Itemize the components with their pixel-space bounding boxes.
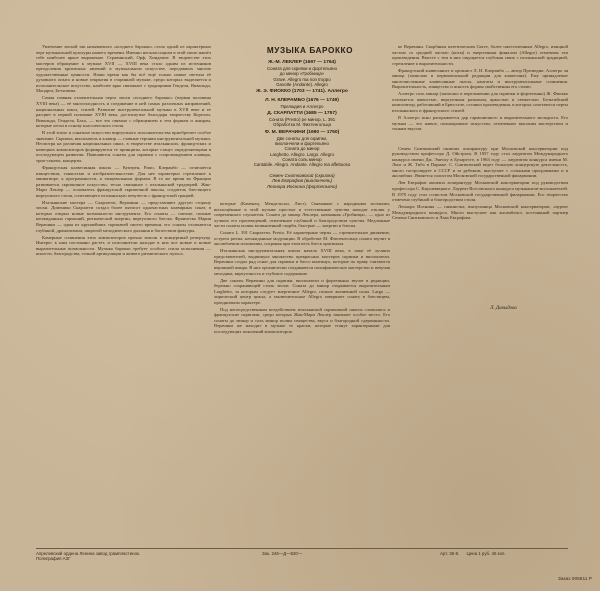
work-line: Grave. Allegro ma non troppo (273, 76, 331, 82)
paragraph: Увлечение эпохой так называемого «позднего барокко» стало одной из характерных черт музыкальной культуры нашего времени. Именно неоклассицизм в этой эпохе нашёл себе наиболее яркое выражение. Стравинский, Орф, Хиндемит. В творчестве этих мастеров обращение к музыке XVII — XVIII века стало одним из источников преодоления кризисных явлений в музыкальном искусстве, передавших многие художественные ценности. Наши время как бы всё ещё только новые светила её духовного опыта и новые открытия в старинной музыке, среди которых выделяется и исполнительское искусство, наиболее ярко связанное с традициями Генделя, Вивальди, Моцарта, Бетховена. (36, 44, 211, 94)
paragraph: Самая главная отличительная черта эпохи «позднего барокко» (первая половина XVIII века) — её многоплодность и соединение в ней самых различных направлений, национальных школ, стилей. Развитие инструментальной музыки в XVII веке и ее расцвет в первой половине XVIII века, достигнутые благодаря творчеству Корелли, Вивальди, Генделя, Баха, — все это связано с обращением к тем формам и жанрам, которые легли в основу классического стиля. (36, 95, 211, 129)
liner-notes-right-column (392, 44, 568, 524)
paragraph: Итальянская инструментальная школа начала XVIII века, в лице её лучших представителей, выдвинула множество прекрасных мастеров скрипки и виолончели. Верачини создал ряд сонат для скрипки и бассо континуо, которые по праву считаются вершиной жанра. В них органически соединяются полифоническое мастерство и певучая мелодика, виртуозность и глубокое содержание. (214, 248, 390, 276)
order-number: Заказ 005611 Р (557, 577, 592, 582)
paragraph: Соната L. 391 Скарлатти. Presto. Её характерные черты — стремительное движение, острота ритма, неожиданные модуляции. В обработке М. Фихтенгольца соната звучит в ансамблевом изложении, сохраняя при этом весь блеск оригинала. (214, 230, 390, 247)
footer-order-code: Зак. 246—Д—820— (262, 551, 303, 556)
footer-manufacturer (36, 551, 211, 562)
work-line: Соната до минор (284, 146, 320, 152)
liner-notes-left-column (36, 44, 211, 574)
paragraph: В этой эпохе и сонатное искусство виртуозного исполнительства приобретает особое значение. Скрипка, виолончель и клавир — главные героями инструментальной музыки. Несмотря на различия национальных школ, в творчестве итальянских, французских и немецких композиторов формируются те принципы, которые станут определяющими в последующем развитии. Появляются сонаты для скрипки с сопровождением клавира, трио-сонаты, концерты. (36, 130, 211, 163)
program-item (214, 111, 390, 128)
composer-name: Ф. М. ВЕРАЧИНИ (1690 — 1750) (264, 129, 340, 135)
paragraph: Под непосредственным воздействием итальянской скрипичной школы сложились и французские скрипачи, среди которых Жан-Мари Леклер занимает особое место. Его сонаты до минор и соль минор полны изящества, вкуса и благородной сдержанности. Верачини же находит в музыке те краски, которые станут характерными для последующих поколений композиторов. (214, 306, 390, 335)
footer-divider (36, 548, 568, 549)
paragraph: Камерные сочинения этих композиторов прочно вошли в концертный репертуар. Интерес к ним постоянно растет, и исполнители находят в них все новые и новые выразительные возможности. Музыка барокко требует особого стиля исполнения — ясности, благородства, точной артикуляции и живого ритмического пульса. (36, 234, 211, 257)
paragraph: Две сонаты Верачини для скрипки, виолончели и фортепьяно звучат в редакции, бережно сохраняющей стиль эпохи. Соната до минор открывается выразительным Larghetto, за которым следует энергичное Allegro, полное жизненной силы. Largo — лирический центр цикла, а заключительное Allegro завершает сонату в блестящем, праздничном характере. (214, 277, 390, 305)
work-line: Две сонаты для скрипки, (276, 135, 328, 141)
composer-name: Ж.-М. ЛЕКЛЕР (1697 — 1764) (268, 60, 336, 65)
composer-name: Л. Н. КЛЕРАМБО (1676 — 1749) (265, 97, 339, 103)
paragraph: Аллегро соль минор (записано в переложении для скрипки и фортепьяно) Ж. Фиокко отличается живостью, виртуозным размахом, яркостью и свежестью. Бельгийский композитор, работавший в Брюсселе, оставил произведения, в которых сочетаются черты итальянского и французского стилей. (392, 91, 568, 114)
performer-bio: Лев Евграфов окончил аспирантуру Московской консерватории под руководством профессора С. Кнушевицкого. Лауреат Всесоюзного конкурса музыкантов-исполнителей. В 1970 году стал солистом Московской государственной филармонии. Его творчество отмечено глубиной и благородством стиля. (392, 180, 568, 203)
program-item (214, 98, 390, 109)
work-line: Обработка М. Фихтенгольца (273, 122, 331, 128)
paragraph: которые (Каменец, Мендельсон, Лист). Связанные с народными истоками, воплощённые в этой музыке простые и естественные чувства находят отклик у современного слушателя. Соната до минор Леклера, названная «Гробница», — одно из лучших его произведений, отмеченное глубиной и благородством чувства. Медленные части сонаты полны возвышенной скорби, быстрые — энергии и блеска. (214, 201, 390, 229)
footer-article: Арт. 36-8. (440, 551, 460, 556)
footer-cost: Цена 1 руб. 45 коп. (466, 551, 506, 556)
work-line: Gavotte (Andante). Allegro (276, 81, 328, 87)
work-line: Соната (Presto) ре минор, L. 391 (268, 117, 336, 123)
composer-name: Д. СКАРЛАТТИ (1685 — 1757) (267, 111, 337, 117)
work-line: виолончели и фортепьяно (275, 141, 329, 147)
paragraph: Французский клавесинист и органист Л. Н. Клерамбо — автор Прелюдии. Аллегро ля минор (записано в первоначальной редакции для клавесина). Ему принадлежат многочисленные клавесинные пьесы, кантаты и инструментальные сочинения. Выразительность, изящество и ясность формы свойственны его стилю. (392, 67, 568, 90)
work-line: Прелюдия и Аллегро (280, 103, 324, 109)
performer: Леонора Иоснина (фортепьяно) (266, 183, 338, 189)
work-line: Cantabile. Allegro. Andante. Allegro ma affettuoso (253, 162, 351, 168)
album-title: МУЗЫКА БАРОККО (266, 46, 354, 55)
program-item (214, 130, 390, 168)
performer: Лев Евграфов (виолончель) (271, 178, 333, 184)
paragraph: Итальянские мастера — Скарлатти, Верачини — представляют другую сторону эпохи. Доменико Скарлатти создал более пятисот одночастных клавирных сонат, в которых открыл новые возможности инструмента. Его сонаты — смелые, полные неожиданных гармоний, ритмической энергии, виртуозного блеска. Франческо Мария Верачини — один из крупнейших скрипачей своего времени, его сонаты отличаются глубиной, драматизмом, широтой мелодического дыхания и богатством фактуры. (36, 199, 211, 233)
work-line: до минор «Гробница» (279, 71, 325, 77)
performer-bio: Семен Снитковский окончил аспирантуру при Московской консерватории под руководством профессора Д. Ойстраха. В 1957 году стал лауреатом Международного конкурса имени Дж. Энеску в Бухаресте, в 1963 году — лауреатом конкурса имени М. Лонг и Ж. Тибо в Париже. С. Снитковский ведет большую концертную деятельность, много гастролирует в СССР и за рубежом, выступает с сольными программами и в ансамблях. Является солистом Московской государственной филармонии. (392, 145, 568, 179)
track-program (214, 60, 390, 189)
performers-list (214, 173, 390, 190)
composer-name: Ж. Э. ФИОККО (1703 — 1741). Аллегро (256, 89, 348, 95)
program-item (214, 60, 390, 87)
work-line: Соната для скрипки и фортепьяно (266, 66, 338, 71)
work-line: Larghetto. Allegro. Largo. Allegro (270, 151, 334, 157)
footer-printing: Полиграфия АЗГ (36, 556, 71, 562)
performer: Семен Снитковский (скрипка) (269, 172, 335, 178)
paragraph: Французская клавесинная школа — Куперен, Рамо, Клерамбо — отличается изяществом, тонкостью и изобразительностью. Для нее характерно стремление к миниатюре, к программности, к танцевальным формам. В то же время во Франции развивается скрипичное искусство, тесно связанное с итальянской традицией. Жан-Мари Леклер — основатель французской скрипичной школы, создатель блестящего виртуозного стиля, сочетающего итальянскую певучесть с французской грацией. (36, 164, 211, 198)
paragraph: ке Верачини. Скорбным патетическим Grave, более ожесточенным Allegro, изящной частью со средней частью (ноты) и энергичным финалом (Allegro) отмечены эти произведения. Вместе с тем в них ощущается глубокая связь с итальянской традицией, стремление к выразительности. (392, 44, 568, 66)
footer-plant: Апрелевский ордена Ленина завод грампластинок. (36, 551, 141, 556)
paragraph: В Аллегро ясно раскрывается дар гармоничного и выразительного мелодиста. Его музыка — это живое, полнокровное искусство, отмеченное высоким мастерством и тонким вкусом. (392, 115, 568, 132)
performer-bio: Леонора Иоснина — пианистка, выпускница Московской консерватории, лауреат Международного конкурса. Много выступает как ансамблист, постоянный партнер Семена Снитковского и Льва Евграфова. (392, 204, 568, 221)
work-line: Соната соль минор (282, 157, 322, 163)
program-item (214, 89, 390, 95)
author-signature: Л. Давыдова (490, 306, 517, 311)
liner-notes-middle-column (214, 201, 390, 546)
footer-price (440, 551, 575, 556)
